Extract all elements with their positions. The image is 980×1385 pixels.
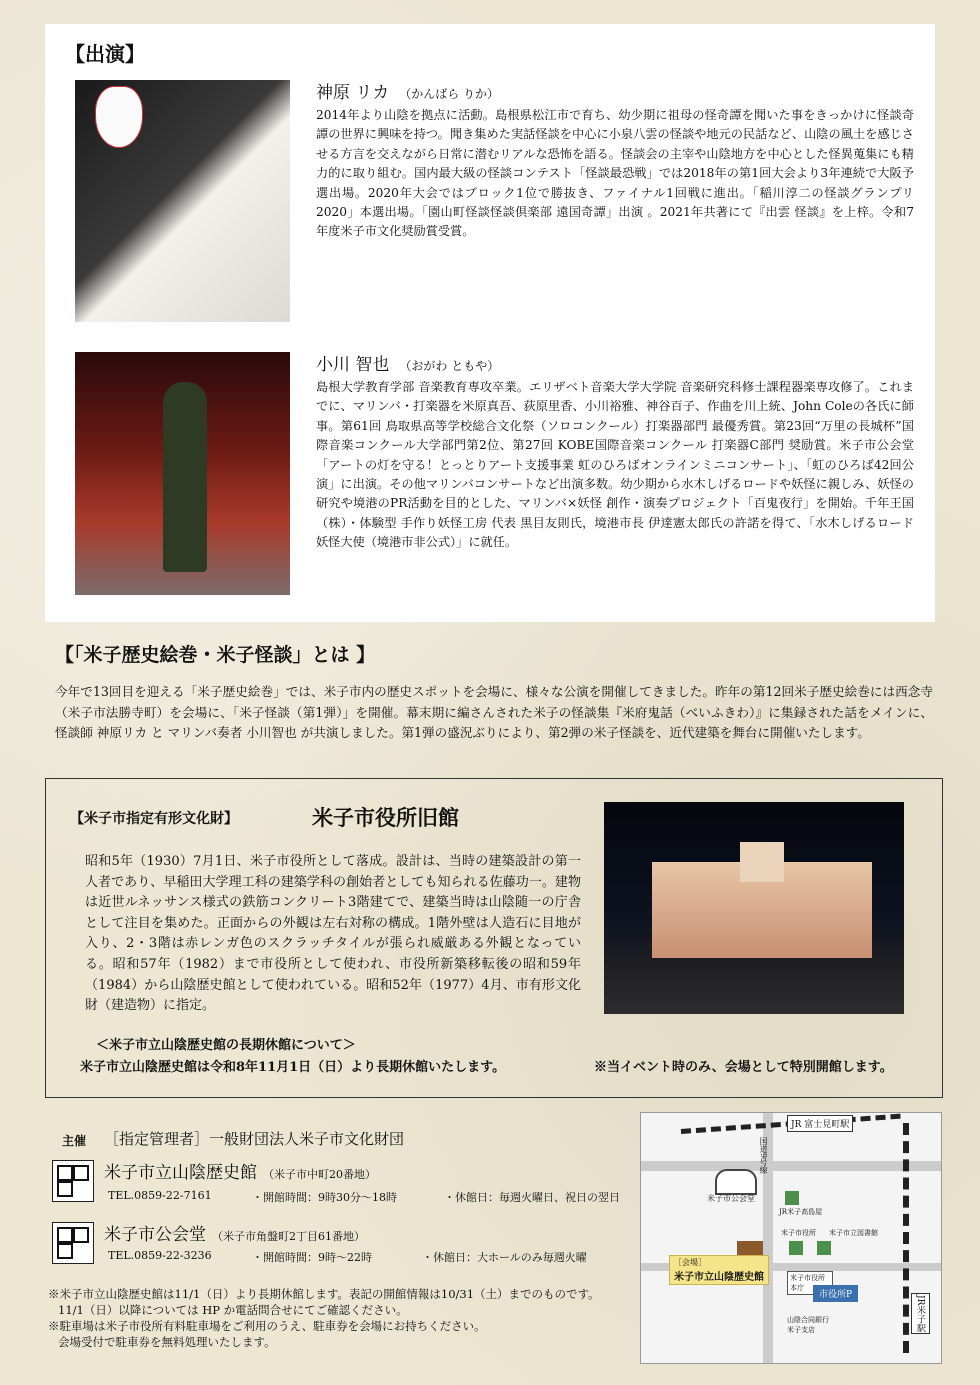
organizer-label: 主催 bbox=[62, 1134, 87, 1148]
venue-name: 米子市公会堂 bbox=[104, 1225, 206, 1245]
about-heading: 【「米子歴史絵巻・米子怪談」とは 】 bbox=[55, 644, 376, 666]
bank3-label: 山陰合同銀行米子支店 bbox=[787, 1316, 829, 1334]
performer-kana: （かんばら りか） bbox=[399, 87, 500, 101]
building-block bbox=[785, 1191, 799, 1205]
route-label: 国道9号線 bbox=[759, 1137, 768, 1175]
footnote: ※駐車場は米子市役所有料駐車場をご利用のうえ、駐車券を会場にお持ちください。 bbox=[48, 1319, 486, 1333]
building-photo bbox=[604, 802, 904, 1014]
performer-kana: （おがわ ともや） bbox=[399, 359, 500, 373]
qr-code-icon[interactable] bbox=[52, 1160, 94, 1202]
building-block bbox=[789, 1241, 803, 1255]
performer-bio-kanbara: 2014年より山陰を拠点に活動。島根県松江市で育ち、幼少期に祖母の怪奇譚を聞いた事をきっかけに怪談奇譚の世界に興味を持つ。聞き集めた実話怪談を中心に小泉八雲の怪談や地元の民話など、山陰の風土を感じさせる方言を交えながら日常に潜むリアルな恐怖を語る。怪談会の主宰や山陰地方を中心とした怪異蒐集にも精力的に取り組む。国内最大級の怪談コンテスト「怪談最恐戦」では2018年の第1回大会より3年連続で大阪予選出場。2020年大会ではブロック1位で勝抜き、ファイナル1回戦に進出。「稲川淳二の怪談グランプリ2020」本選出場。「園山町怪談怪談倶楽部 遠国奇譚」出演 。2021年共著にて『出雲 怪談』を上梓。令和7年度米子市文化奨励賞受賞。 bbox=[316, 108, 914, 239]
venue-address: （米子市角盤町2丁目61番地） bbox=[212, 1230, 365, 1243]
bank2-label: 米子市立図書館 bbox=[829, 1229, 878, 1237]
station-right: JR米子駅 bbox=[911, 1293, 930, 1334]
closure-text: 米子市立山陰歴史館は令和8年11月1日（日）より長期休館いたします。 bbox=[80, 1060, 506, 1075]
performer-name-kanbara bbox=[316, 78, 499, 103]
venue-map-name: 米子市立山陰歴史館 bbox=[674, 1272, 764, 1283]
venue-name-kokaido bbox=[104, 1220, 365, 1245]
venue-map-label[interactable] bbox=[669, 1255, 769, 1285]
building-title: 米子市役所旧館 bbox=[312, 806, 459, 830]
building-tower bbox=[740, 842, 784, 882]
kokaido-label: 米子市公会堂 bbox=[707, 1194, 755, 1203]
performer-photo-kanbara bbox=[75, 80, 290, 322]
building-text: 昭和5年（1930）7月1日、米子市役所として落成。設計は、当時の建築設計の第一人者であり、早稲田大学理工科の建築学科の創始者としても知られる佐藤功一。建物は近世ルネッサンス様式の鉄筋コンクリート3階建てで、建築当時は山陰随一の庁舎として注目を集めた。正面からの外観は左右対称の構成。1階外壁は人造石に目地が入り、2・3階は赤レンガ色のスクラッチタイルが張られ威厳ある外観となっている。昭和57年（1982）まで市役所として使われ、市役所新築移転後の昭和59年（1984）から山陰歴史館として使われている。昭和52年（1977）4月、市有形文化財（建造物）に指定。 bbox=[85, 854, 581, 1014]
footnote: 11/1（日）以降については HP か電話問合せにてご確認ください。 bbox=[58, 1303, 408, 1317]
footnote: 会場受付で駐車券を無料処理いたします。 bbox=[58, 1335, 276, 1349]
building-tag: 【米子市指定有形文化財】 bbox=[70, 811, 238, 827]
performer-bio-ogawa: 島根大学教育学部 音楽教育専攻卒業。エリザベト音楽大学大学院 音楽研究科修士課程器楽専攻修了。これまでに、マリンバ・打楽器を米原真吾、荻原里香、小川裕雅、神谷百子、作曲を川上統、John Coleの各氏に師事。第61回 鳥取県高等学校総合文化祭（ソロコンクール）打楽器部門 最優秀賞。第23回“万里の長城杯”国際音楽コンクール大学部門第2位、第27回 KOBE国際音楽コンクール 打楽器C部門 奨励賞。米子市公会堂「アートの灯を守る！とっとりアート支援事業 虹のひろばオンラインミニコンサート」、「虹のひろば42回公演」に出演。その他マリンバコンサートなど出演多数。幼少期から水木しげるロードや妖怪に親しみ、妖怪の研究や境港のPR活動を目的とした、マリンバ×妖怪 創作・演奏プロジェクト「百鬼夜行」を開始。千年王国（株）・体験型 手作り妖怪工房 代表 黒目友則氏，境港市長 伊達憲太郎氏の許諾を得て、「水木しげるロード 妖怪大使（境港市非公式）」に就任。 bbox=[316, 380, 914, 550]
venue-name: 米子市立山陰歴史館 bbox=[104, 1163, 257, 1183]
performer-photo-ogawa bbox=[75, 352, 290, 595]
fox-mask-icon bbox=[95, 86, 143, 148]
organizer-name: ［指定管理者］一般財団法人米子市文化財団 bbox=[104, 1130, 405, 1148]
footnotes bbox=[48, 1286, 638, 1350]
venue-tel: TEL.0859-22-7161 bbox=[108, 1189, 212, 1202]
performers-heading: 【出演】 bbox=[65, 42, 145, 66]
closure-title: ＜米子市立山陰歴史館の長期休館について＞ bbox=[96, 1038, 356, 1053]
venue-tel: TEL.0859-22-3236 bbox=[108, 1249, 212, 1262]
office-label: 米子市役所本庁 bbox=[787, 1271, 833, 1295]
building-block bbox=[817, 1241, 831, 1255]
venue-hours: ・開館時間：9時～22時 bbox=[252, 1251, 372, 1264]
venue-tag: ［会場］ bbox=[674, 1258, 706, 1267]
parking-label: 市役所P bbox=[813, 1285, 858, 1302]
closure-note: ※当イベント時のみ、会場として特別開館します。 bbox=[594, 1060, 893, 1075]
access-map[interactable] bbox=[640, 1112, 942, 1364]
venue-closed: ・休館日：毎週火曜日、祝日の翌日 bbox=[444, 1191, 620, 1204]
venue-closed: ・休館日：大ホールのみ毎週火曜 bbox=[422, 1251, 587, 1264]
performer-name: 神原 リカ bbox=[316, 83, 390, 103]
performer-figure bbox=[163, 382, 207, 572]
about-text: 今年で13回目を迎える「米子歴史絵巻」では、米子市内の歴史スポットを会場に、様々な公演を開催してきました。昨年の第12回米子歴史絵巻には西念寺（米子市法勝寺町）を会場に、「米子怪談（第1弾）」を開催。幕末期に編さんされた米子の怪談集『米府鬼話（べいふきわ）』に集録された話をメインに、怪談師 神原リカ と マリンバ奏者 小川智也 が共演しました。第1弾の盛況ぶりにより、第2弾の米子怪談を、近代建築を舞台に開催いたします。 bbox=[55, 684, 933, 740]
bank1-label: 米子市役所 bbox=[781, 1229, 816, 1237]
kokaido-icon bbox=[715, 1169, 757, 1195]
performer-name-ogawa bbox=[316, 350, 499, 375]
station-top: JR 富士見町駅 bbox=[787, 1115, 853, 1132]
school-label: JR米子高島屋 bbox=[779, 1208, 823, 1216]
road bbox=[641, 1161, 941, 1171]
qr-code-icon[interactable] bbox=[52, 1222, 94, 1264]
performer-name: 小川 智也 bbox=[316, 355, 390, 375]
venue-hours: ・開館時間：9時30分～18時 bbox=[252, 1191, 397, 1204]
footnote: ※米子市立山陰歴史館は11/1（日）より長期休館します。表記の開館情報は10/31（土）までのものです。 bbox=[48, 1287, 600, 1301]
venue-name-rekishikan bbox=[104, 1158, 376, 1183]
railway bbox=[903, 1123, 909, 1353]
venue-address: （米子市中町20番地） bbox=[263, 1168, 376, 1181]
